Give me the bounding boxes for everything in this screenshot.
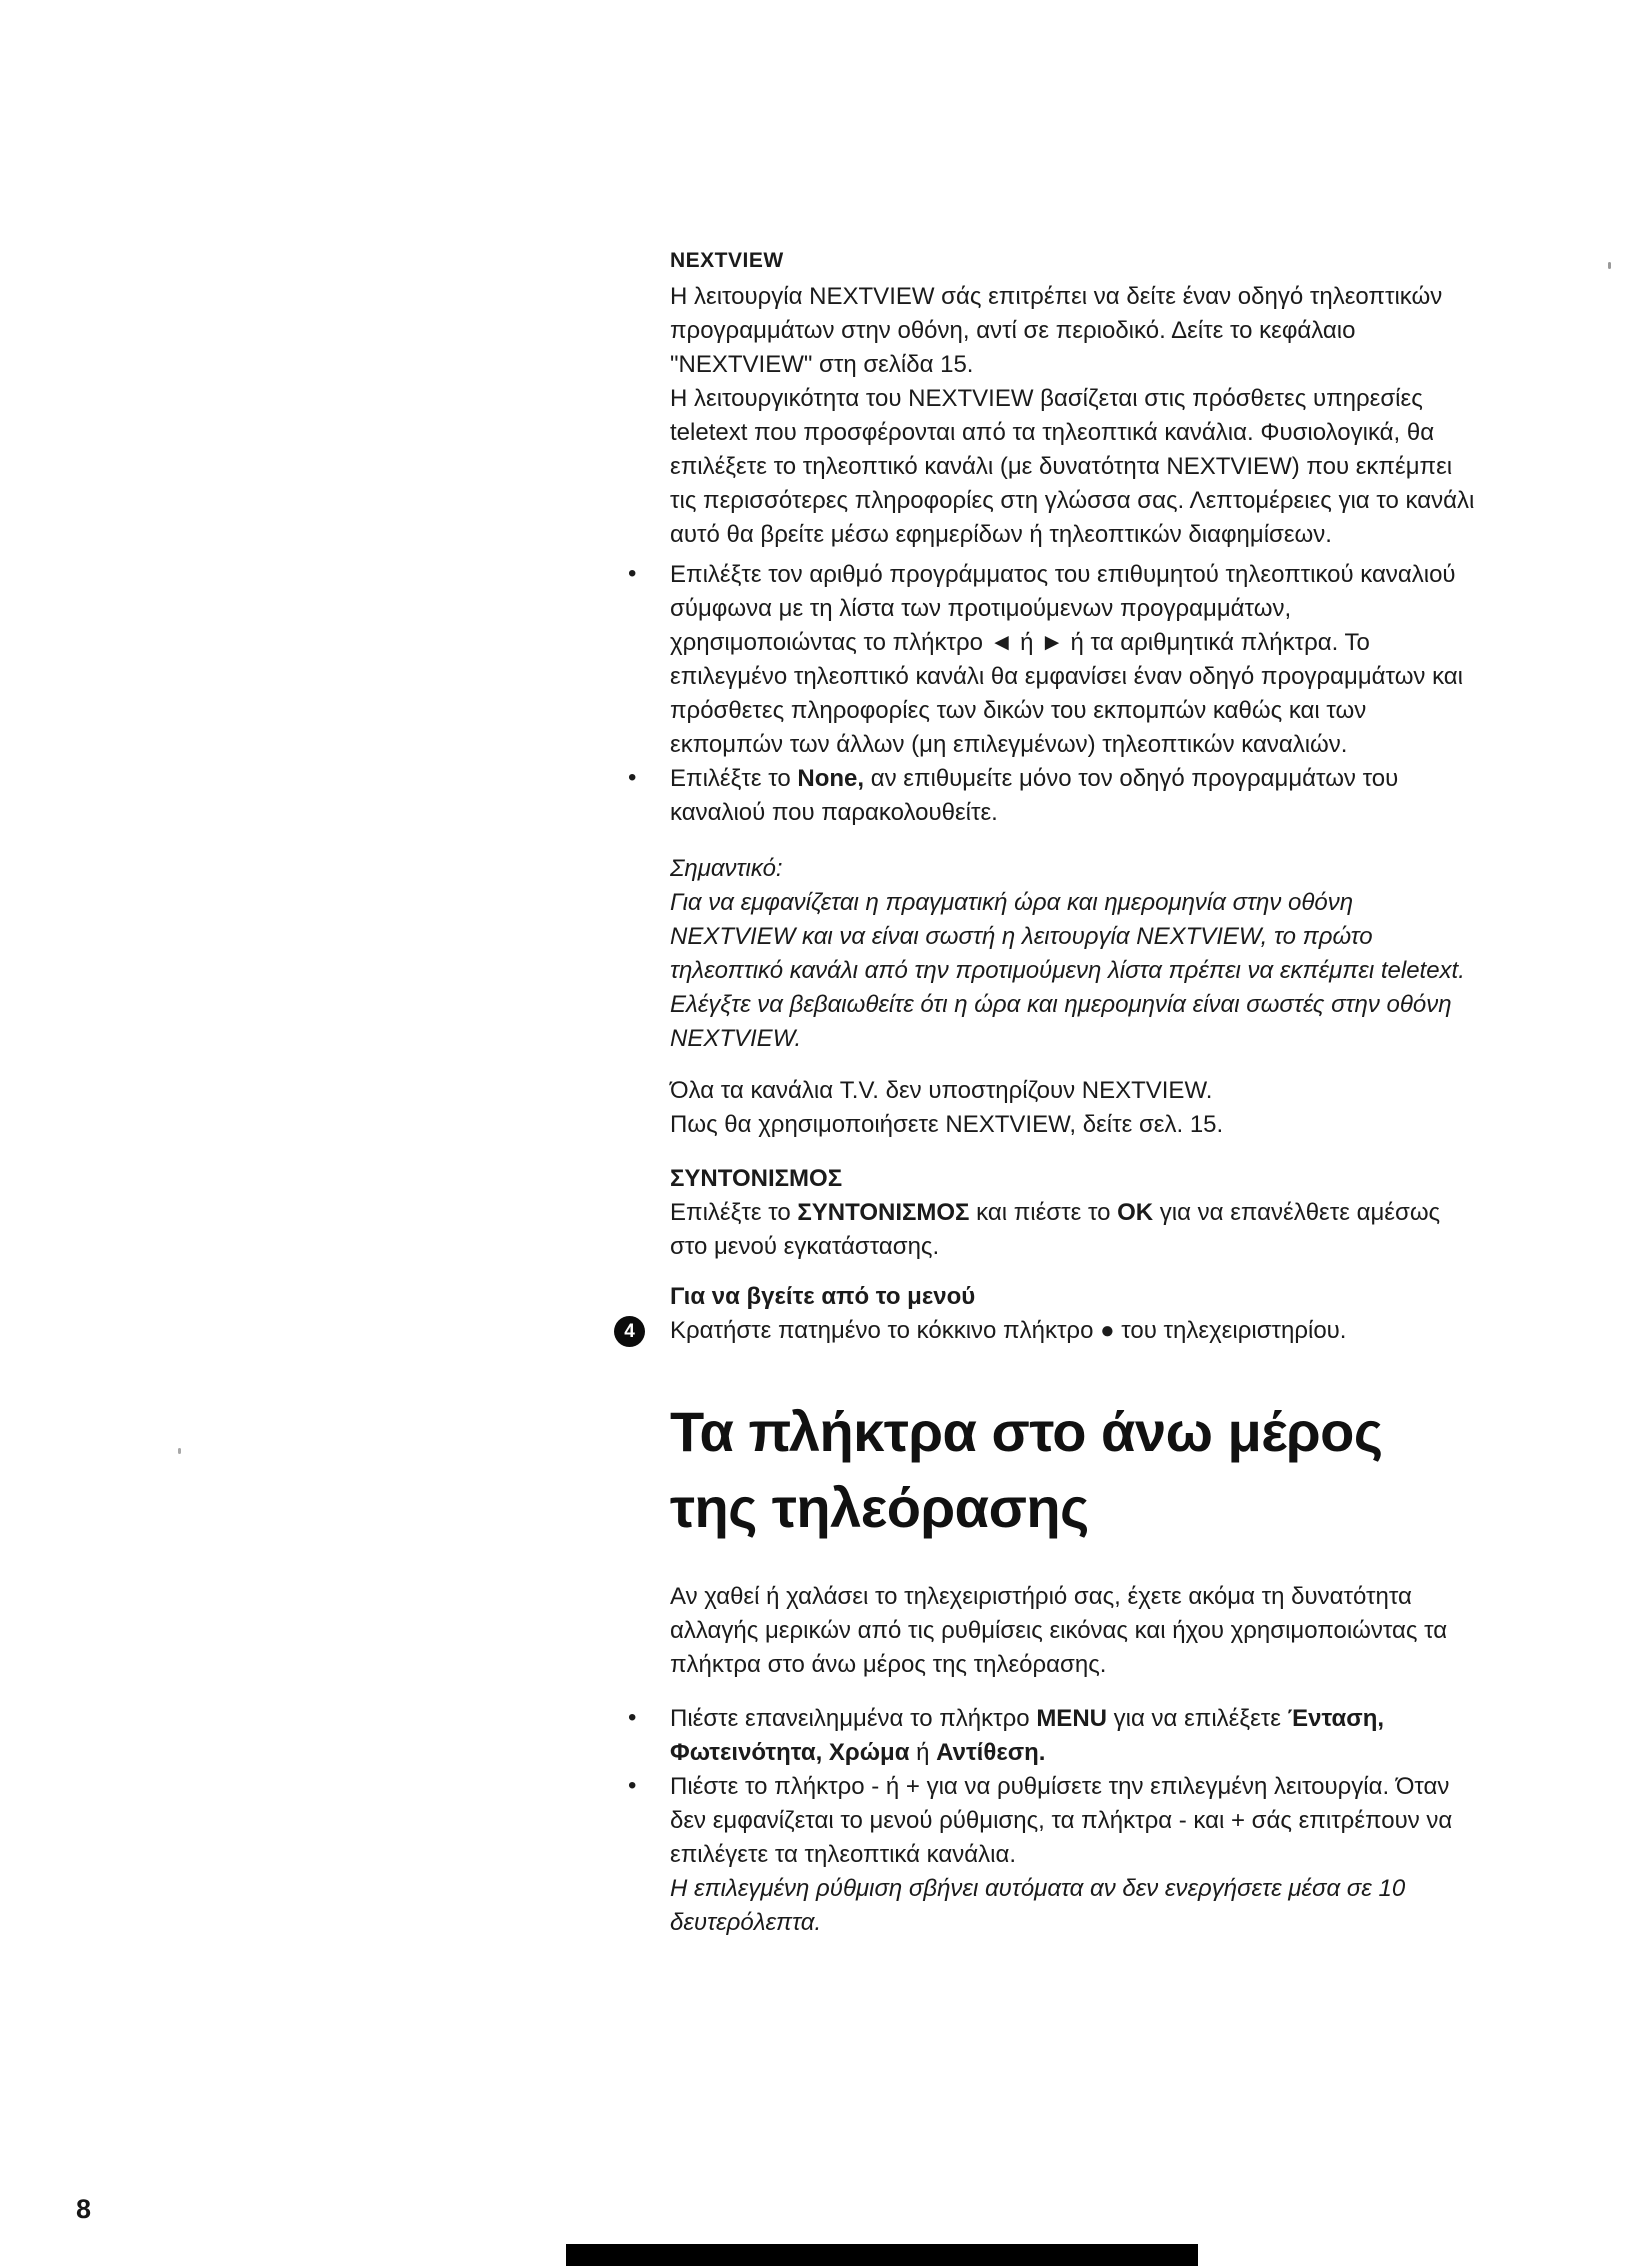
- list-item: [628, 762, 1484, 830]
- top-keys-intro: Αν χαθεί ή χαλάσει το τηλεχειριστήριό σας, έχετε ακόμα τη δυνατότητα αλλαγής μερικών από τις ρυθμίσεις εικόνας και ήχου χρησιμοποιώντας τα πλήκτρα στο άνω μέρος της τηλεόρασης.: [670, 1583, 1448, 1678]
- top-keys-bullet-list: [628, 1702, 1484, 1872]
- bullet-text: Πιέστε επανειλημμένα το πλήκτρο MENU για να επιλέξετε Ένταση, Φωτεινότητα, Χρώμα ή Αντίθεση.: [670, 1705, 1385, 1766]
- important-note-block: [670, 852, 1484, 1056]
- auto-hide-note: Η επιλεγμένη ρύθμιση σβήνει αυτόματα αν δεν ενεργήσετε μέσα σε 10 δευτερόλεπτα.: [670, 1875, 1406, 1936]
- tuning-heading: ΣΥΝΤΟΝΙΣΜΟΣ: [670, 1165, 843, 1192]
- exit-menu-heading: Για να βγείτε από το μενού: [670, 1283, 976, 1310]
- important-text-1: Για να εμφανίζεται η πραγματική ώρα και ημερομηνία στην οθόνη NEXTVIEW και να είναι σωστή η λειτουργία NEXTVIEW, το πρώτο τηλεοπτικό κανάλι από την προτιμούμενη λίστα πρέπει να εκπέμπει teletext.: [670, 889, 1465, 984]
- bullet-icon: •: [628, 560, 637, 587]
- scan-speck: [178, 1448, 181, 1454]
- red-button-icon: ●: [1100, 1317, 1115, 1344]
- bullet-icon: •: [628, 764, 637, 791]
- list-item: [628, 1770, 1484, 1872]
- bullet-text: Πιέστε το πλήκτρο - ή + για να ρυθμίσετε την επιλεγμένη λειτουργία. Όταν δεν εμφανίζεται το μενού ρύθμισης, τα πλήκτρα - και + σάς επιτρέπουν να επιλέγετε τα τηλεοπτικά κανάλια.: [670, 1773, 1453, 1868]
- section-title: Τα πλήκτρα στο άνω μέρος της τηλεόρασης: [670, 1400, 1383, 1539]
- exit-menu-step: [624, 1314, 1484, 1348]
- nextview-bullet-list: [628, 558, 1484, 830]
- bullet-icon: •: [628, 1772, 637, 1799]
- scan-speck: [1608, 262, 1611, 269]
- important-label: Σημαντικό:: [670, 855, 783, 882]
- important-text-2: Ελέγξτε να βεβαιωθείτε ότι η ώρα και ημερομηνία είναι σωστές στην οθόνη NEXTVIEW.: [670, 991, 1452, 1052]
- page-number: 8: [76, 2194, 92, 2224]
- scan-artifact-bar: [566, 2244, 1198, 2266]
- tuning-paragraph: Επιλέξτε το ΣΥΝΤΟΝΙΣΜΟΣ και πιέστε το OK για να επανέλθετε αμέσως στο μενού εγκατάστασης.: [670, 1199, 1441, 1260]
- step-4-badge: 4: [614, 1316, 645, 1347]
- list-item: [628, 558, 1484, 762]
- bullet-text: Επιλέξτε τον αριθμό προγράμματος του επιθυμητού τηλεοπτικού καναλιού σύμφωνα με τη λίστα των προτιμούμενων προγραμμάτων, χρησιμοποιώντας το πλήκτρο ◄ ή ► ή τα αριθμητικά πλήκτρα. Το επιλεγμένο τηλεοπτικό κανάλι θα εμφανίσει έναν οδηγό προγραμμάτων και πρόσθετες πληροφορίες των δικών του εκπομπών καθώς και των εκπομπών των άλλων (μη επιλεγμένων) τηλεοπτικών καναλιών.: [670, 561, 1464, 758]
- nextview-paragraph-2: Η λειτουργικότητα του NEXTVIEW βασίζεται στις πρόσθετες υπηρεσίες teletext που προσφέρονται από τα τηλεοπτικά κανάλια. Φυσιολογικά, θα επιλέξετε το τηλεοπτικό κανάλι (με δυνατότητα NEXTVIEW) που εκπέμπει τις περισσότερες πληροφορίες στη γλώσσα σας. Λεπτομέρειες για το κανάλι αυτό θα βρείτε μέσω εφημερίδων ή τηλεοπτικών διαφημίσεων.: [670, 385, 1475, 548]
- footnote-1: Όλα τα κανάλια T.V. δεν υποστηρίζουν NEXTVIEW.: [670, 1077, 1213, 1104]
- content-column: [624, 246, 1484, 1940]
- bullet-text: Επιλέξτε το None, αν επιθυμείτε μόνο τον οδηγό προγραμμάτων του καναλιού που παρακολουθείτε.: [670, 765, 1399, 826]
- nextview-heading: NEXTVIEW: [670, 249, 784, 272]
- footnote-2: Πως θα χρησιμοποιήσετε NEXTVIEW, δείτε σελ. 15.: [670, 1111, 1224, 1138]
- list-item: [628, 1702, 1484, 1770]
- step-text: Κρατήστε πατημένο το κόκκινο πλήκτρο ● του τηλεχειριστηρίου.: [670, 1317, 1347, 1344]
- nextview-footnotes: [670, 1074, 1484, 1142]
- bullet-icon: •: [628, 1704, 637, 1731]
- nextview-paragraph-1: Η λειτουργία NEXTVIEW σάς επιτρέπει να δείτε έναν οδηγό τηλεοπτικών προγραμμάτων στην οθόνη, αντί σε περιοδικό. Δείτε το κεφάλαιο "NEXTVIEW" στη σελίδα 15.: [670, 283, 1443, 378]
